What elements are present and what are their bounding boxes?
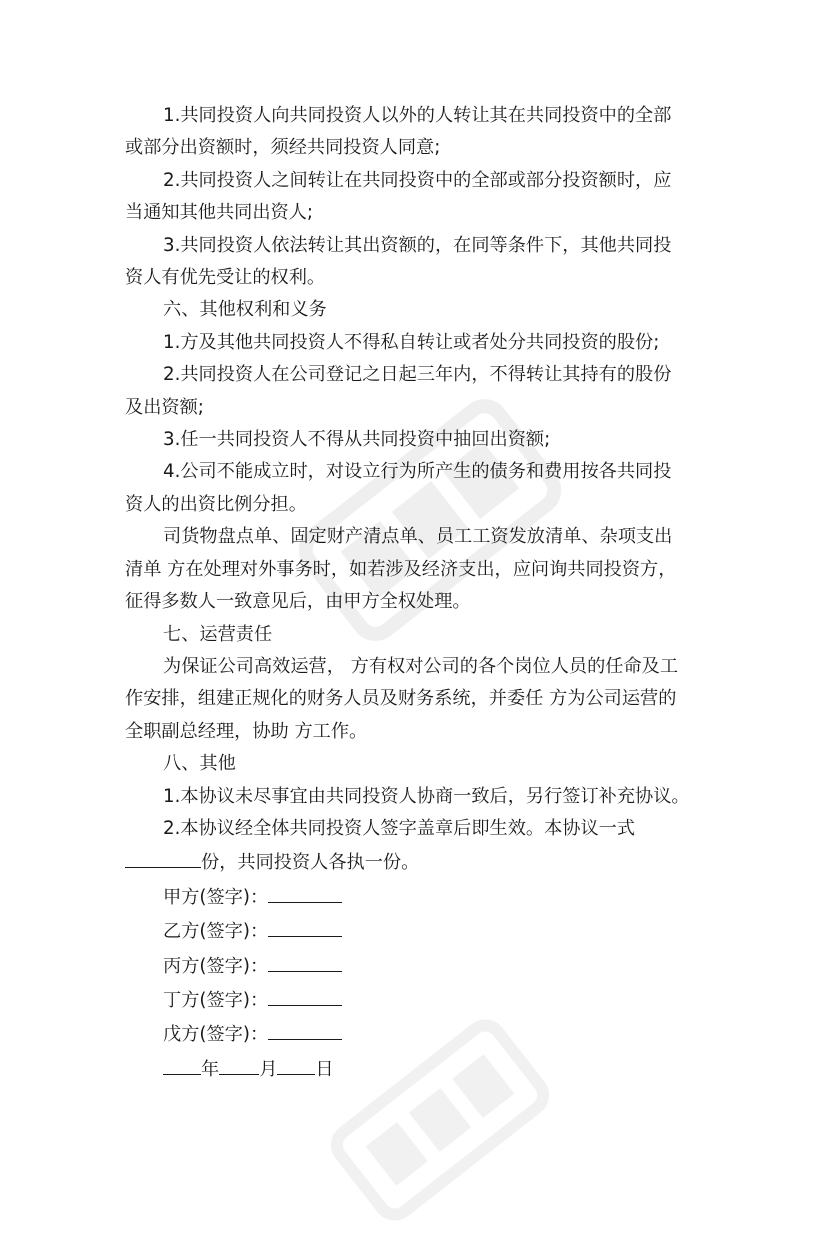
signature-blank[interactable] xyxy=(268,914,342,937)
month-blank[interactable] xyxy=(219,1052,259,1075)
year-blank[interactable] xyxy=(163,1052,201,1075)
month-label: 月 xyxy=(259,1058,278,1080)
paragraph-line: 为保证公司高效运营， 方有权对公司的各个岗位人员的任命及工 xyxy=(163,655,679,677)
paragraph-line: 2.共同投资人在公司登记之日起三年内，不得转让其持有的股份 xyxy=(163,364,672,386)
signature-party-d xyxy=(125,983,710,1017)
copies-count-blank[interactable] xyxy=(125,845,201,868)
section-heading-operations: 七、运营责任 xyxy=(163,623,273,645)
paragraph-line: 及出资额; xyxy=(125,396,204,418)
paragraph-line: 征得多数人一致意见后，由甲方全权处理。 xyxy=(125,591,471,613)
document-body xyxy=(125,100,710,1086)
paragraph-line: 当通知其他共同出资人; xyxy=(125,202,314,224)
paragraph-line: 3.任一共同投资人不得从共同投资中抽回出资额; xyxy=(163,429,551,451)
paragraph-line: 1.方及其他共同投资人不得私自转让或者处分共同投资的股份; xyxy=(163,331,660,353)
paragraph-line: 资人有优先受让的权利。 xyxy=(125,267,326,289)
day-blank[interactable] xyxy=(277,1052,315,1075)
paragraph-line: 或部分出资额时，须经共同投资人同意; xyxy=(125,137,441,159)
year-label: 年 xyxy=(201,1058,220,1080)
paragraph-line: 4.公司不能成立时，对设立行为所产生的债务和费用按各共同投 xyxy=(163,461,672,483)
signature-blank[interactable] xyxy=(268,983,342,1006)
day-label: 日 xyxy=(315,1058,334,1080)
section-heading-rights: 六、其他权利和义务 xyxy=(163,299,327,321)
paragraph-line: 作安排，组建正规化的财务人员及财务系统，并委任 方为公司运营的 xyxy=(125,688,677,710)
paragraph-line: 全职副总经理，协助 方工作。 xyxy=(125,720,368,742)
paragraph-line: 资人的出资比例分担。 xyxy=(125,493,307,515)
paragraph-line: 2.本协议经全体共同投资人签字盖章后即生效。本协议一式 xyxy=(163,817,636,839)
signature-party-c xyxy=(125,949,710,983)
signature-blank[interactable] xyxy=(268,949,342,972)
signature-party-e xyxy=(125,1017,710,1051)
signature-label: 甲方(签字)： xyxy=(163,886,269,908)
paragraph-line: 1.共同投资人向共同投资人以外的人转让其在共同投资中的全部 xyxy=(163,105,672,126)
signature-blank[interactable] xyxy=(268,880,342,903)
signature-label: 戊方(签字)： xyxy=(163,1024,269,1046)
signature-label: 丁方(签字)： xyxy=(163,989,269,1011)
paragraph-line: 3.共同投资人依法转让其出资额的，在同等条件下，其他共同投 xyxy=(163,234,672,256)
copies-line-text: 份，共同投资人各执一份。 xyxy=(201,852,420,874)
paragraph-line: 2.共同投资人之间转让在共同投资中的全部或部分投资额时，应 xyxy=(163,169,672,191)
section-heading-other: 八、其他 xyxy=(163,753,236,775)
signature-label: 丙方(签字)： xyxy=(163,955,269,977)
paragraph-line: 司货物盘点单、固定财产清点单、员工工资发放清单、杂项支出 xyxy=(163,526,673,548)
signature-party-b xyxy=(125,914,710,948)
paragraph-line: 清单 方在处理对外事务时，如若涉及经济支出，应问询共同投资方， xyxy=(125,558,677,580)
signature-blank[interactable] xyxy=(268,1017,342,1040)
signature-party-a xyxy=(125,880,710,914)
paragraph-line: 1.本协议未尽事宜由共同投资人协商一致后，另行签订补充协议。 xyxy=(163,785,690,807)
copies-line xyxy=(125,845,710,879)
date-line xyxy=(125,1052,710,1086)
signature-label: 乙方(签字)： xyxy=(163,921,269,943)
